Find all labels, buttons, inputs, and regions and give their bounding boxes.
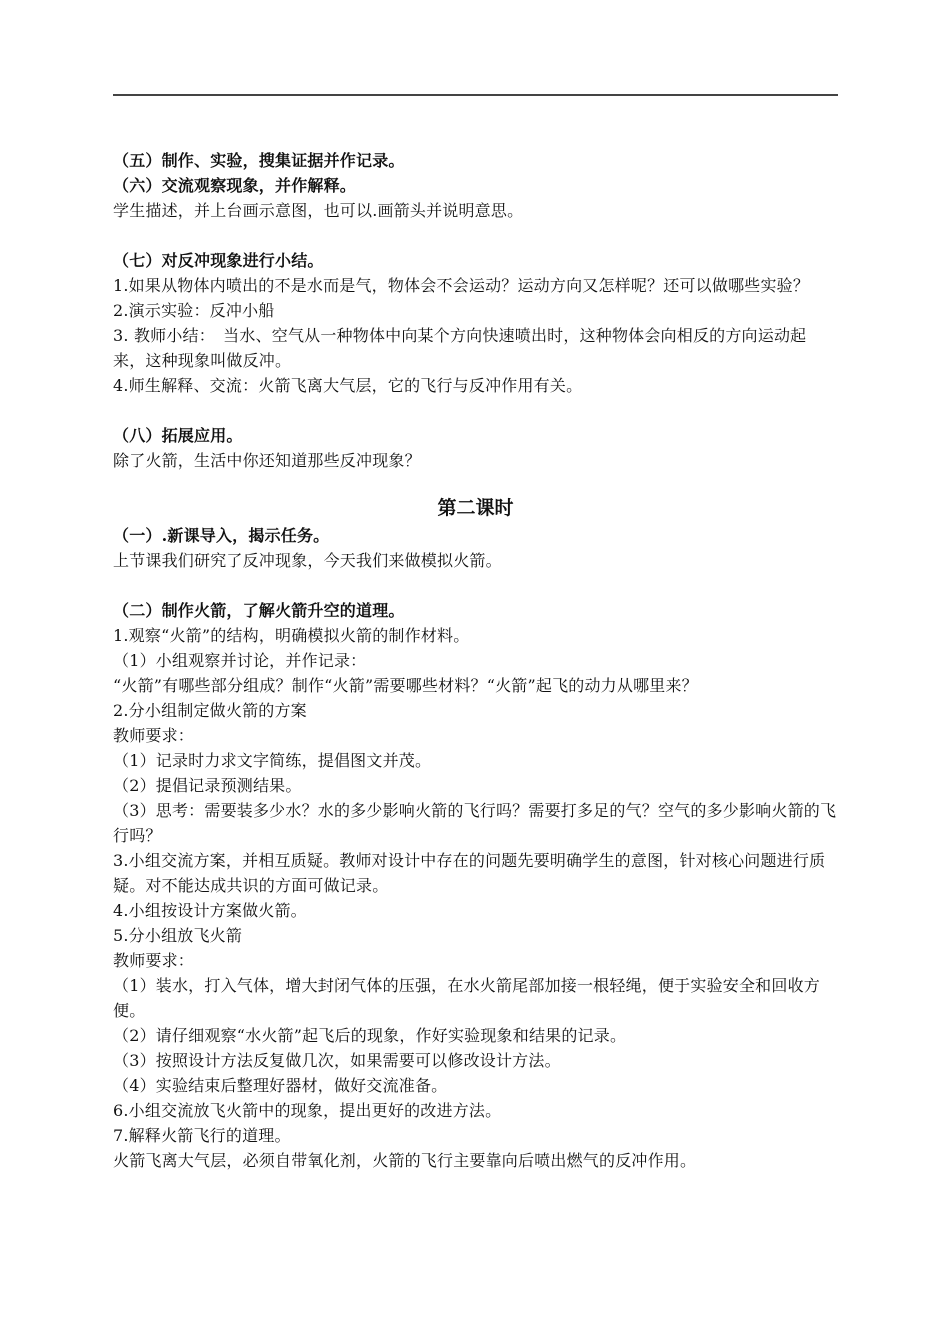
list-item: 4.师生解释、交流：火箭飞离大气层，它的飞行与反冲作用有关。 [113,376,583,395]
list-item: （3）思考：需要装多少水？水的多少影响火箭的飞行吗？需要打多足的气？空气的多少影响火箭的飞行吗？ [113,801,837,845]
list-item: （2）请仔细观察“水火箭”起飞后的现象，作好实验现象和结果的记录。 [113,1026,627,1045]
paragraph: 除了火箭，生活中你还知道那些反冲现象？ [113,451,421,470]
section-heading-2: （二）制作火箭，了解火箭升空的道理。 [113,601,405,620]
list-item: 2.演示实验：反冲小船 [113,301,275,320]
list-item: 5.分小组放飞火箭 [113,926,243,945]
list-item: （2）提倡记录预测结果。 [113,776,302,795]
section-heading-8: （八）拓展应用。 [113,426,243,445]
lesson-title: 第二课时 [437,497,514,519]
spacer [113,573,838,598]
document-body [113,148,838,1173]
list-item: （1）装水，打入气体，增大封闭气体的压强，在水火箭尾部加接一根轻绳，便于实验安全和回收方便。 [113,976,820,1020]
section-heading-6: （六）交流观察现象，并作解释。 [113,176,357,195]
section-heading-1: （一）.新课导入，揭示任务。 [113,526,330,545]
section-heading-5: （五）制作、实验，搜集证据并作记录。 [113,151,405,170]
spacer [113,473,838,493]
list-item: “火箭”有哪些部分组成？制作“火箭”需要哪些材料？“火箭”起飞的动力从哪里来？ [113,676,698,695]
list-item: 6.小组交流放飞火箭中的现象，提出更好的改进方法。 [113,1101,502,1120]
list-item: （3）按照设计方法反复做几次，如果需要可以修改设计方法。 [113,1051,561,1070]
section-heading-7: （七）对反冲现象进行小结。 [113,251,324,270]
list-item: 3. 教师小结： 当水、空气从一种物体中向某个方向快速喷出时，这种物体会向相反的方向运动起来，这种现象叫做反冲。 [113,326,807,370]
list-item: 1.如果从物体内喷出的不是水而是气，物体会不会运动？运动方向又怎样呢？还可以做哪些实验？ [113,276,810,295]
paragraph: 火箭飞离大气层，必须自带氧化剂，火箭的飞行主要靠向后喷出燃气的反冲作用。 [113,1151,697,1170]
paragraph: 学生描述，并上台画示意图，也可以.画箭头并说明意思。 [113,201,524,220]
list-item: 教师要求： [113,726,195,745]
spacer [113,223,838,248]
list-item: （1）小组观察并讨论，并作记录： [113,651,367,670]
list-item: 4.小组按设计方案做火箭。 [113,901,307,920]
list-item: （1）记录时力求文字简练，提倡图文并茂。 [113,751,432,770]
list-item: 2.分小组制定做火箭的方案 [113,701,307,720]
list-item: 7.解释火箭飞行的道理。 [113,1126,291,1145]
list-item: 1.观察“火箭”的结构，明确模拟火箭的制作材料。 [113,626,470,645]
header-rule [113,94,838,96]
list-item: 3.小组交流方案，并相互质疑。教师对设计中存在的问题先要明确学生的意图，针对核心问题进行质疑。对不能达成共识的方面可做记录。 [113,851,826,895]
list-item: 教师要求： [113,951,195,970]
list-item: （4）实验结束后整理好器材，做好交流准备。 [113,1076,448,1095]
paragraph: 上节课我们研究了反冲现象，今天我们来做模拟火箭。 [113,551,502,570]
spacer [113,398,838,423]
